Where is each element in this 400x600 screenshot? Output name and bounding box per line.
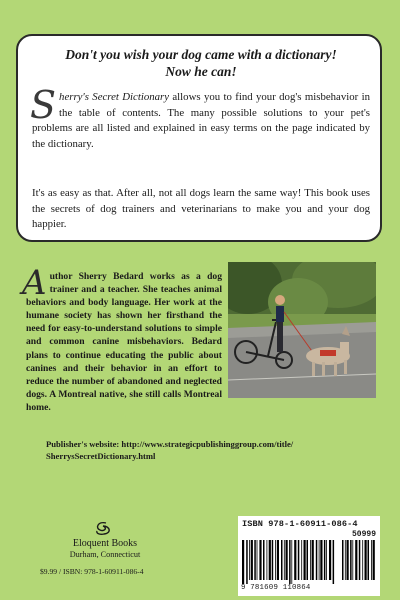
- publisher-city: Durham, Connecticut: [69, 550, 141, 559]
- author-photo: [228, 262, 376, 398]
- barcode-addon-bars-icon: [342, 540, 376, 584]
- headline-line-1: Don't you wish your dog came with a dictionary!: [65, 47, 337, 62]
- isbn-barcode: [238, 516, 380, 596]
- tagline-paragraph: It's as easy as that. After all, not all dogs learn the same way! This book uses the secrets of dog trainers and veterinarians to make you and your dog happier.: [32, 187, 370, 230]
- author-bio: [22, 263, 222, 414]
- author-photo-image: [228, 262, 376, 398]
- publisher-website-label: Publisher's website: http://www.strategicpublishinggroup.com/title/: [46, 439, 294, 449]
- publisher-website-url: SherrysSecretDictionary.html: [46, 451, 156, 461]
- headline: [32, 46, 370, 80]
- author-drop-cap: A: [22, 263, 47, 303]
- barcode-digits: 9 781609 110864: [241, 584, 311, 592]
- description-panel: [16, 34, 382, 242]
- publisher-logo-icon: [92, 520, 116, 536]
- barcode-price-code: 50999: [351, 530, 376, 539]
- publisher-name: Eloquent Books: [72, 538, 138, 549]
- description-text: allows you to find your dog's misbehavior in the table of contents. The many possible solutions to your pet's problems are all listed and explained in easy terms on the page indicated by the dictionary.: [32, 91, 370, 150]
- book-title-inline: herry's Secret Dictionary: [59, 91, 170, 103]
- author-bio-text: uthor Sherry Bedard works as a dog trainer and a teacher. She teaches animal behaviors and body language. Her work at the humane society has shown her firsthand the need for easy-to-understand solutions to simple and common canine misbehaviors. Bedard plans to continue educating the public about canines and their behavior in an effort to reduce the number of abandoned and neglected dogs. A Montreal native, she still calls Montreal home.: [26, 271, 222, 413]
- drop-cap: S: [30, 83, 57, 127]
- price-isbn: $9.99 / ISBN: 978-1-60911-086-4: [40, 567, 144, 576]
- description-paragraph: [30, 83, 370, 152]
- barcode-isbn-text: ISBN 978-1-60911-086-4: [242, 519, 358, 529]
- barcode-bars-icon: [242, 540, 336, 584]
- headline-line-2: Now he can!: [165, 64, 237, 79]
